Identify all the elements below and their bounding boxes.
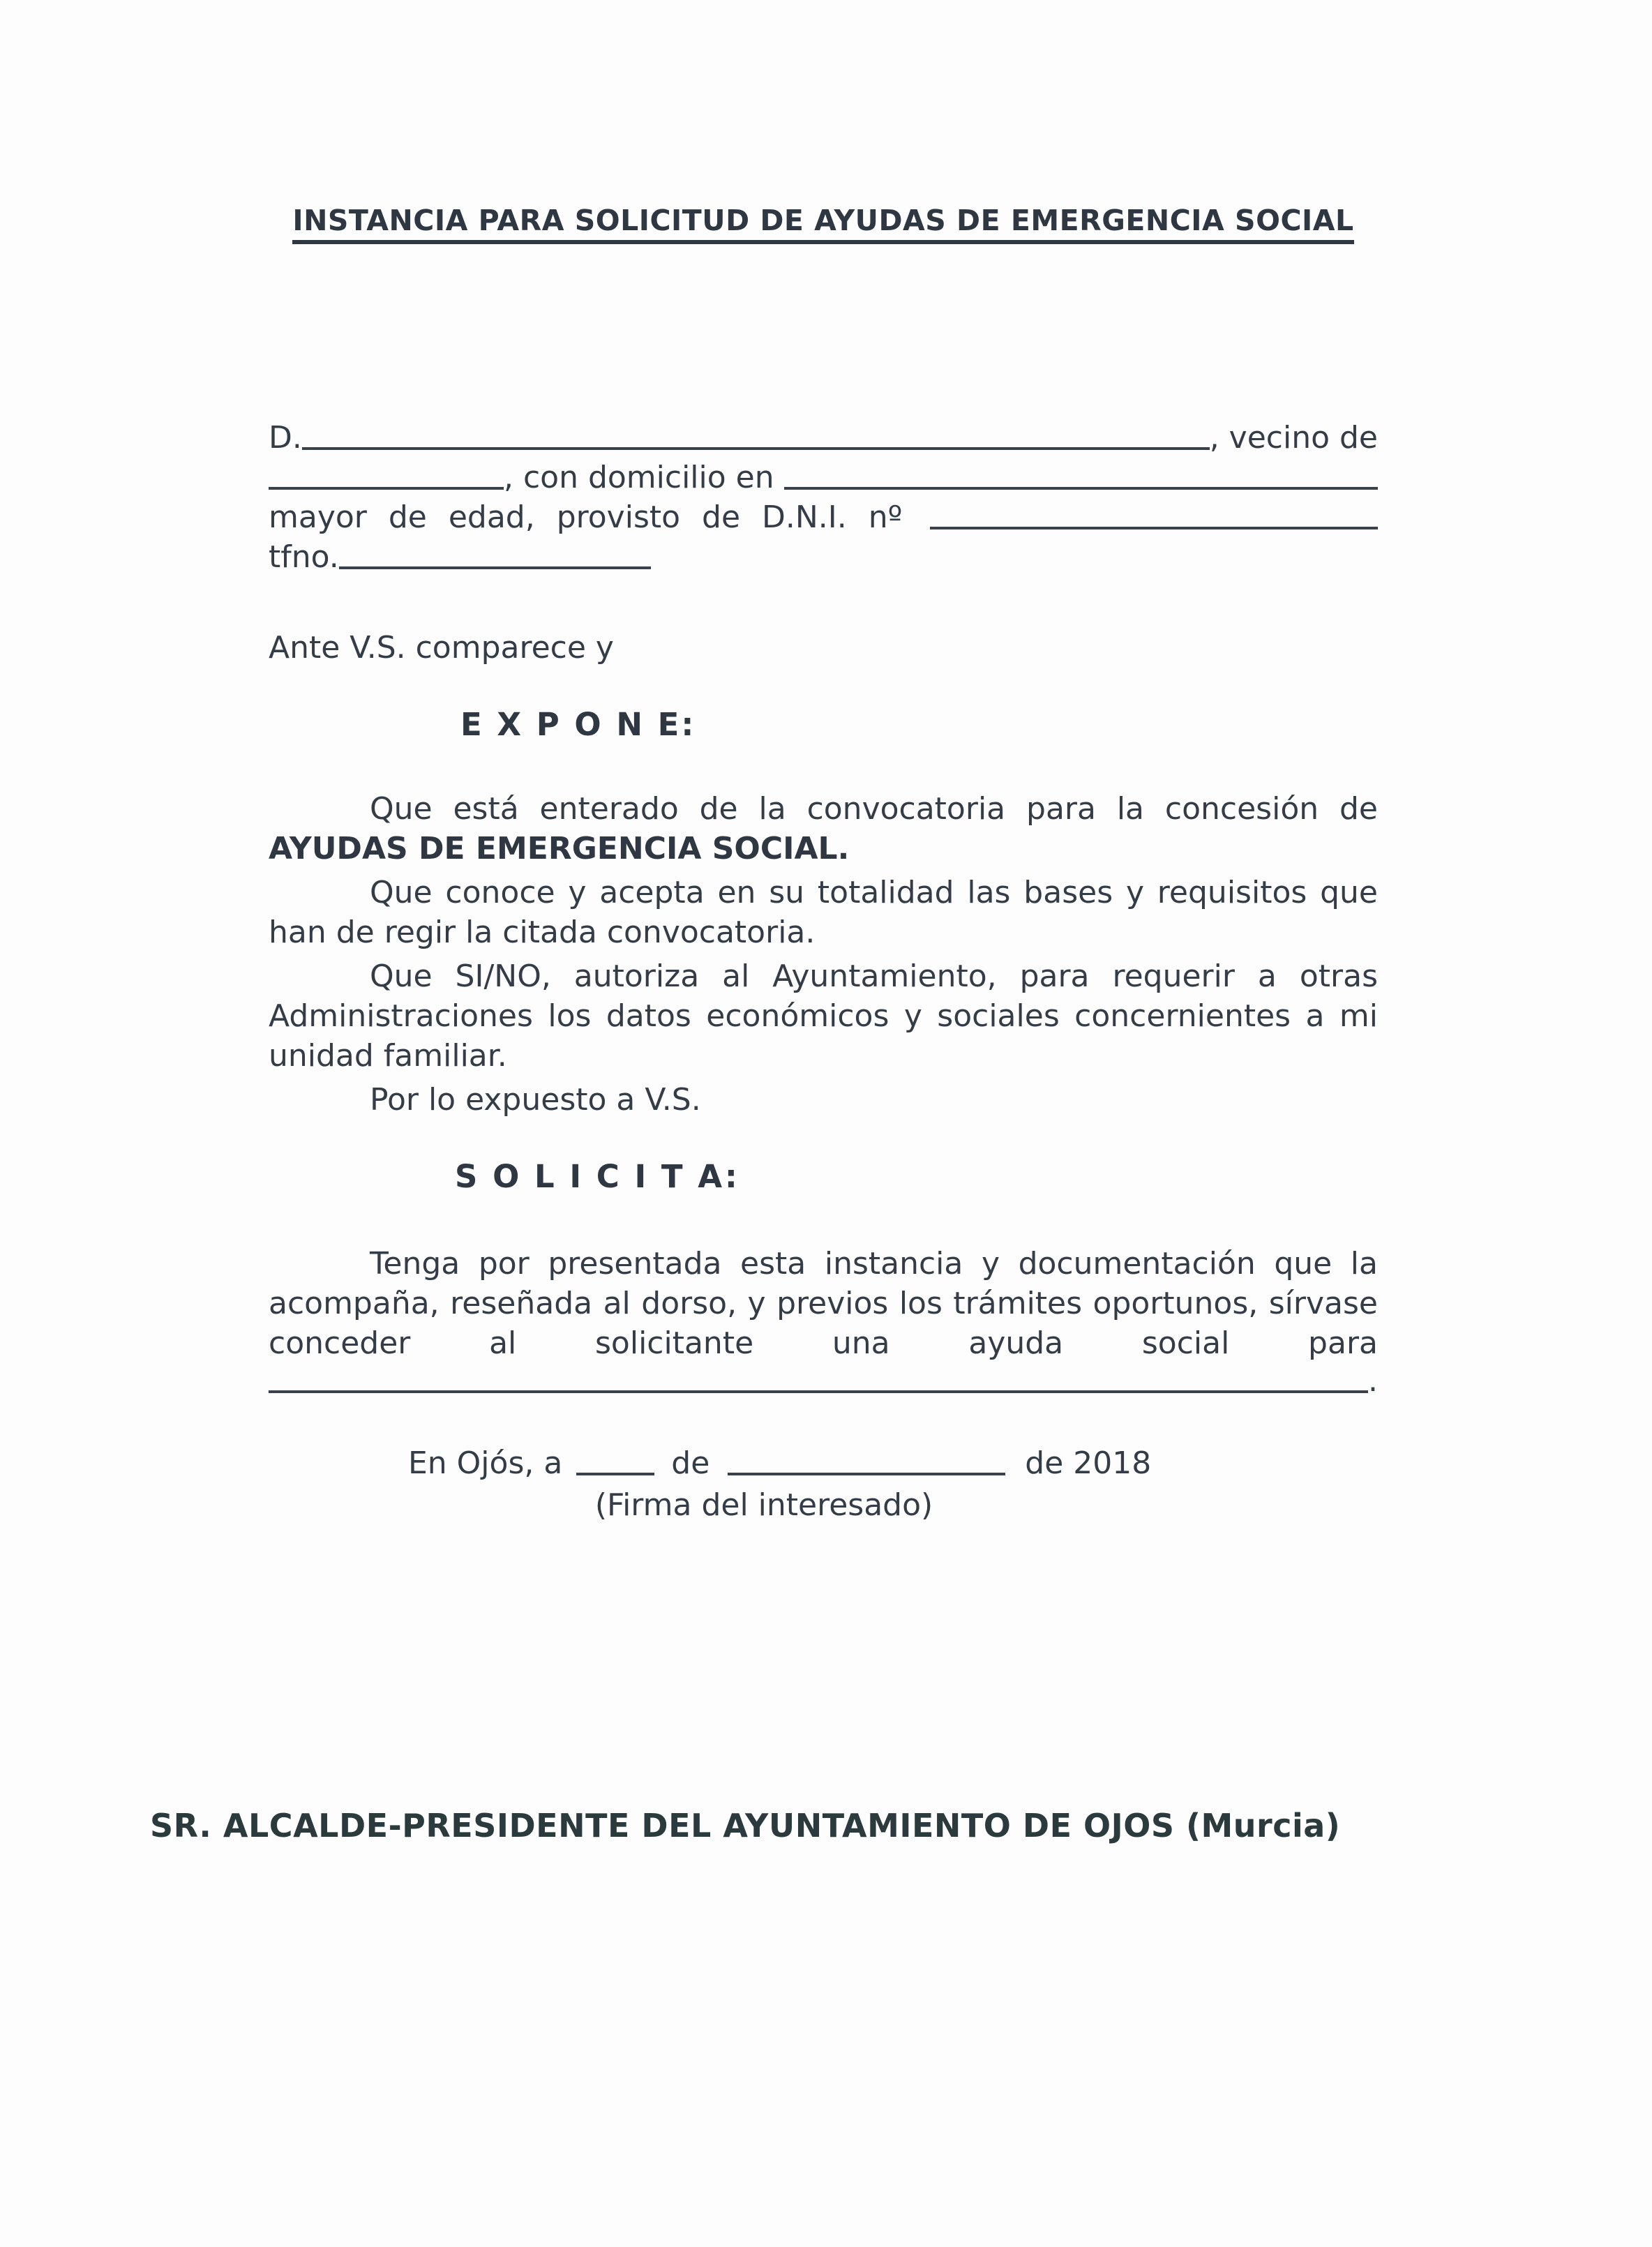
expone-p1-bold-text: AYUDAS DE EMERGENCIA SOCIAL.	[269, 831, 850, 866]
comparece-text: Ante V.S. comparece y	[269, 630, 614, 666]
applicant-details-block	[269, 416, 1378, 575]
date-signature-block	[408, 1441, 1152, 1525]
name-label: D.	[269, 420, 302, 456]
phone-label: tfno.	[269, 539, 339, 575]
solicita-body	[269, 1244, 1378, 1363]
phone-line	[269, 535, 1378, 575]
address-field-blank	[784, 487, 1378, 490]
purpose-line-period: .	[1368, 1363, 1378, 1399]
expone-paragraph-1	[269, 789, 1378, 869]
name-field-blank	[302, 447, 1210, 450]
dni-field-blank	[930, 527, 1378, 529]
locality-domicile-line	[269, 456, 1378, 495]
expone-body	[269, 789, 1378, 1120]
expone-heading: E X P O N E:	[460, 706, 696, 743]
signature-caption: (Firma del interesado)	[594, 1487, 933, 1523]
phone-field-blank	[339, 566, 651, 569]
document-title-row	[269, 204, 1378, 244]
solicita-paragraph: Tenga por presentada esta instancia y documentación que la acompaña, reseñada al dorso, y previos los trámites oportunos, sírvase conceder al solicitante una ayuda social para	[269, 1246, 1378, 1361]
solicita-heading: S O L I C I T A:	[455, 1158, 739, 1195]
purpose-field-blank	[269, 1390, 1368, 1393]
document-title: INSTANCIA PARA SOLICITUD DE AYUDAS DE EMERGENCIA SOCIAL	[292, 204, 1353, 244]
expone-paragraph-3: Que SI/NO, autoriza al Ayuntamiento, para requerir a otras Administraciones los datos económicos y sociales concernientes a mi unidad familiar.	[269, 959, 1378, 1074]
expone-p1-text: Que está enterado de la convocatoria para la concesión de	[370, 791, 1378, 827]
month-field-blank	[728, 1473, 1005, 1475]
date-year-label: de 2018	[1015, 1445, 1152, 1481]
con-domicilio-label: , con domicilio en	[504, 460, 784, 495]
dni-line	[269, 495, 1378, 535]
locality-field-blank	[269, 487, 504, 490]
day-field-blank	[576, 1473, 654, 1475]
expone-paragraph-2: Que conoce y acepta en su totalidad las bases y requisitos que han de regir la citada convocatoria.	[269, 875, 1378, 950]
expone-paragraph-4: Por lo expuesto a V.S.	[370, 1082, 701, 1118]
date-line	[408, 1441, 1152, 1481]
name-line	[269, 416, 1378, 456]
date-de-label: de	[661, 1445, 720, 1481]
addressee-line: SR. ALCALDE-PRESIDENTE DEL AYUNTAMIENTO DE OJOS (Murcia)	[150, 1807, 1341, 1844]
vecino-de-label: , vecino de	[1209, 420, 1378, 456]
purpose-line	[269, 1359, 1378, 1399]
dni-label: mayor de edad, provisto de D.N.I. nº	[269, 499, 903, 535]
date-place-label: En Ojós, a	[408, 1445, 573, 1481]
